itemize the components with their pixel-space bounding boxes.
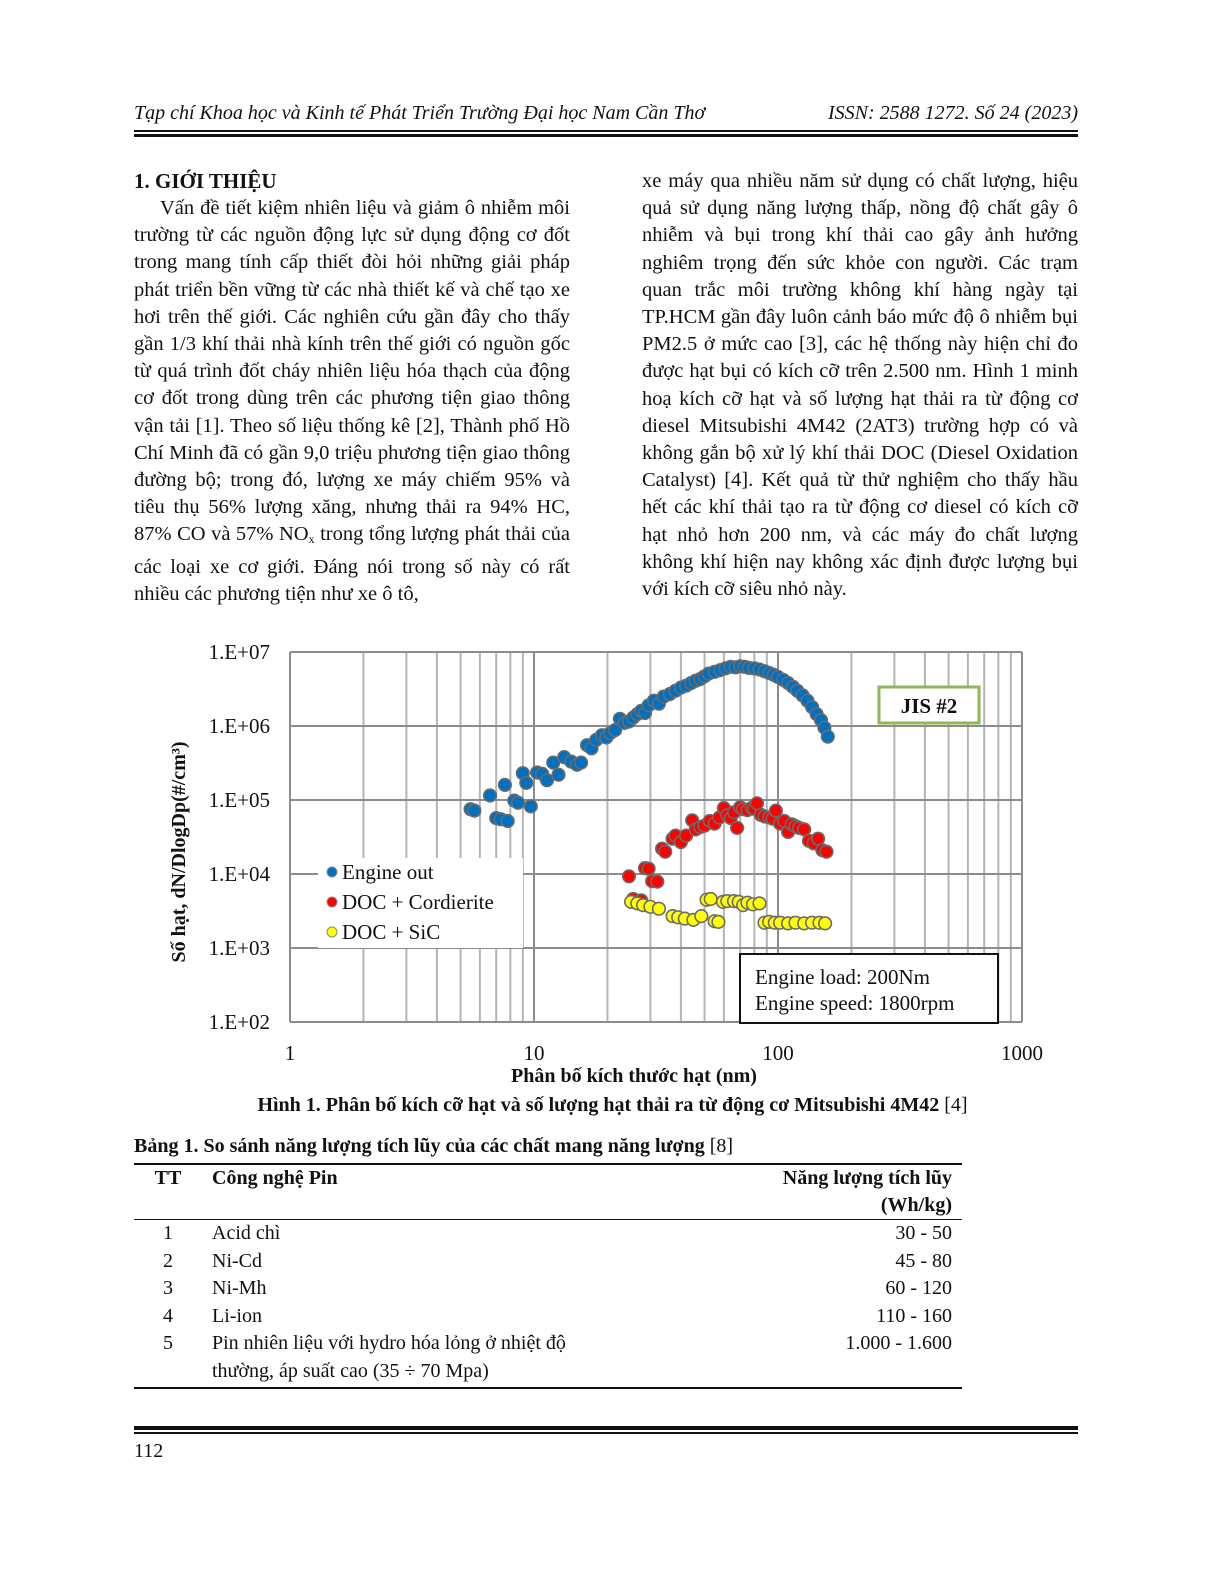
- row-tt: 3: [163, 1277, 173, 1299]
- row-tt: 5: [134, 1330, 202, 1388]
- figure-caption: [0, 1094, 1225, 1117]
- table-title-ref: [8]: [704, 1135, 734, 1157]
- svg-text:1.E+05: 1.E+05: [208, 788, 270, 812]
- svg-text:1000: 1000: [1001, 1041, 1043, 1065]
- footer-rule: [134, 1432, 1078, 1434]
- subscript-x: x: [308, 532, 315, 547]
- col-name: Công nghệ Pin: [202, 1164, 692, 1220]
- running-header: [134, 102, 1078, 128]
- table-header-row: [134, 1164, 962, 1220]
- engine-load-label: Engine load: 200Nm: [755, 965, 930, 989]
- row-tt: 1: [163, 1222, 173, 1244]
- issn-issue: ISSN: 2588 1272. Số 24 (2023): [828, 102, 1078, 124]
- chart-svg: [150, 636, 1070, 1096]
- jis-label: JIS #2: [900, 694, 958, 718]
- intro-text-cont: trong tổng lượng phát thải của các loại xe cơ giới. Đáng nói trong số này có rất nhiều các phương tiện như xe ô tô,: [134, 523, 570, 605]
- table-row: [134, 1248, 962, 1276]
- table-title: [134, 1135, 733, 1158]
- table-title-text: Bảng 1. So sánh năng lượng tích lũy của các chất mang năng lượng: [134, 1135, 705, 1157]
- engine-speed-label: Engine speed: 1800rpm: [755, 991, 955, 1015]
- chart-legend: [318, 858, 523, 948]
- col-value: [692, 1164, 962, 1220]
- col-value-unit: (Wh/kg): [880, 1194, 952, 1216]
- svg-text:100: 100: [762, 1041, 794, 1065]
- svg-text:Engine out: Engine out: [342, 860, 434, 884]
- left-column: [134, 168, 570, 608]
- footer-rule-thick: [134, 1426, 1078, 1430]
- right-column: [642, 168, 1078, 603]
- svg-text:1.E+07: 1.E+07: [208, 640, 270, 664]
- row-name: Acid chì: [212, 1222, 281, 1244]
- row-value: 30 - 50: [895, 1222, 952, 1244]
- svg-text:1.E+03: 1.E+03: [208, 936, 270, 960]
- intro-paragraph-continued: xe máy qua nhiều năm sử dụng có chất lượng, hiệu quả sử dụng năng lượng thấp, nồng độ chất gây ô nhiễm và bụi trong khí thải cao gây ảnh hưởng nghiêm trọng đến sức khỏe con người. Các trạm quan trắc môi trường không khí hàng ngày tại TP.HCM gần đây luôn cảnh báo mức độ ô nhiễm bụi PM2.5 ở mức cao [3], các hệ thống này hiện chỉ đo được hạt bụi có kích cỡ trên 2.500 nm. Hình 1 minh hoạ kích cỡ hạt và số lượng hạt thải ra từ động cơ diesel Mitsubishi 4M42 (2AT3) trường hợp có và không gắn bộ xử lý khí thải DOC (Diesel Oxidation Catalyst) [4]. Kết quả từ thử nghiệm cho thấy hầu hết các khí thải tạo ra từ động cơ diesel có kích cỡ hạt nhỏ hơn 200 nm, và các máy đo chất lượng không khí hiện nay không xác định được lượng bụi với kích cỡ siêu nhỏ này.: [642, 170, 1078, 601]
- x-axis-label: Phân bố kích thước hạt (nm): [511, 1065, 757, 1087]
- row-value: 110 - 160: [876, 1304, 952, 1327]
- figure-caption-ref: [4]: [939, 1094, 968, 1116]
- y-axis-label: Số hạt, dN/DlogDp(#/cm³): [168, 741, 190, 963]
- row-name: Pin nhiên liệu với hydro hóa lỏng ở nhiệt độ thường, áp suất cao (35 ÷ 70 Mpa): [202, 1330, 692, 1388]
- svg-text:DOC + Cordierite: DOC + Cordierite: [342, 890, 494, 914]
- energy-table: [134, 1163, 962, 1389]
- journal-title: Tạp chí Khoa học và Kinh tế Phát Triển Trường Đại học Nam Cần Thơ: [134, 102, 706, 124]
- row-name: Ni-Mh: [212, 1277, 267, 1299]
- svg-text:1.E+04: 1.E+04: [208, 862, 270, 886]
- figure-caption-text: Hình 1. Phân bố kích cỡ hạt và số lượng hạt thải ra từ động cơ Mitsubishi 4M42: [257, 1094, 940, 1116]
- table-row: [134, 1330, 962, 1388]
- svg-text:1.E+06: 1.E+06: [208, 714, 270, 738]
- svg-text:DOC + SiC: DOC + SiC: [342, 920, 441, 944]
- svg-text:1: 1: [284, 1041, 296, 1065]
- intro-text: Vấn đề tiết kiệm nhiên liệu và giảm ô nhiễm môi trường từ các nguồn động lực sử dụng động cơ đốt trong mang tính cấp thiết đòi hỏi những giải pháp phát triển bền vững từ các nhà thiết kế và chế tạo xe hơi trên thế giới. Các nghiên cứu gần đây cho thấy gần 1/3 khí thải nhà kính trên thế giới có nguồn gốc từ quá trình đốt cháy nhiên liệu hóa thạch của động cơ đốt trong dùng trên các phương tiện giao thông vận tải [1]. Theo số liệu thống kê [2], Thành phố Hồ Chí Minh đã có gần 9,0 triệu phương tiện giao thông đường bộ; trong đó, lượng xe máy chiếm 95% và tiêu thụ 56% lượng xăng, nhưng thải ra 94% HC, 87% CO và 57% NO: [134, 197, 570, 546]
- row-name: Ni-Cd: [212, 1249, 262, 1272]
- row-name: Li-ion: [212, 1304, 262, 1327]
- svg-text:10: 10: [523, 1041, 545, 1065]
- row-value: 1.000 - 1.600: [692, 1330, 962, 1388]
- page-number: 112: [134, 1440, 164, 1462]
- intro-paragraph: [134, 195, 570, 608]
- table-row: [134, 1220, 962, 1248]
- row-value: 60 - 120: [885, 1277, 952, 1299]
- table-row: [134, 1275, 962, 1303]
- col-value-line1: Năng lượng tích lũy: [782, 1167, 952, 1189]
- particle-size-chart: [150, 636, 1070, 1096]
- row-tt: 2: [163, 1249, 173, 1272]
- table-row: [134, 1303, 962, 1331]
- col-tt: TT: [134, 1164, 202, 1220]
- section-heading: 1. GIỚI THIỆU: [134, 169, 277, 193]
- header-rule-thick: [134, 134, 1078, 137]
- row-value: 45 - 80: [895, 1249, 952, 1272]
- row-tt: 4: [163, 1304, 173, 1327]
- svg-text:1.E+02: 1.E+02: [208, 1010, 270, 1034]
- header-rule: [134, 130, 1078, 132]
